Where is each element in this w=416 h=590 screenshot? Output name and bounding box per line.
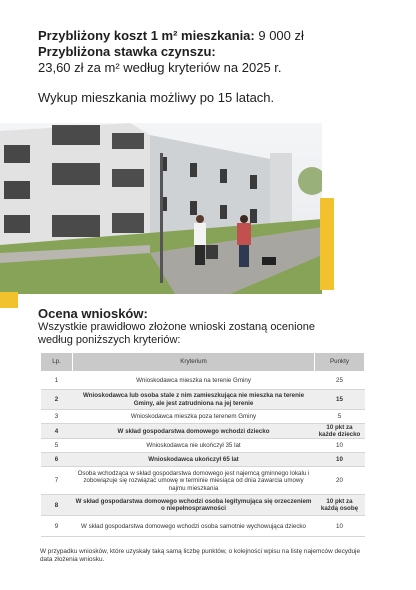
cell-lp: 3 [41, 410, 73, 424]
cell-lp: 7 [41, 467, 73, 495]
cell-criterion: Wnioskodawca mieszka na terenie Gminy [73, 372, 315, 390]
rent-label: Przybliżona stawka czynszu: [38, 44, 216, 59]
table-row [41, 372, 365, 390]
cell-points: 10 [315, 516, 365, 537]
section-title: Ocena wniosków: [38, 306, 148, 321]
cost-info [38, 28, 398, 106]
section-desc-1: Wszystkie prawidłowo złożone wnioski zostaną ocenione [38, 321, 315, 333]
evaluation-section [38, 306, 388, 347]
cost-value: 9 000 zł [258, 28, 304, 43]
cell-points: 20 [315, 467, 365, 495]
buyout-note: Wykup mieszkania możliwy po 15 latach. [38, 90, 275, 105]
cost-line [38, 28, 398, 44]
cell-points: 10 [315, 439, 365, 453]
rent-value: 23,60 zł za m² według kryteriów na 2025 r. [38, 60, 282, 75]
header-points: Punkty [315, 353, 365, 372]
cost-label: Przybliżony koszt 1 m² mieszkania: [38, 28, 255, 43]
building-photo [0, 123, 322, 294]
table-row [41, 390, 365, 410]
section-desc-2: według poniższych kryteriów: [38, 334, 181, 346]
header-lp: Lp. [41, 353, 73, 372]
cell-lp: 9 [41, 516, 73, 537]
header-criterion: Kryterium [73, 353, 315, 372]
cell-criterion: W skład gospodarstwa domowego wchodzi osoba legitymująca się orzeczeniem o niepełnosprawności [73, 495, 315, 516]
cell-lp: 2 [41, 390, 73, 410]
cell-points: 25 [315, 372, 365, 390]
accent-square [0, 292, 18, 308]
cell-lp: 6 [41, 453, 73, 467]
cell-points: 10 pkt za każdą osobę [315, 495, 365, 516]
cell-points: 15 [315, 390, 365, 410]
cell-points: 10 [315, 453, 365, 467]
cell-lp: 1 [41, 372, 73, 390]
table-row [41, 516, 365, 537]
cell-criterion: Wnioskodawca ukończył 65 lat [73, 453, 315, 467]
building-illustration [0, 123, 322, 294]
footnote: W przypadku wniosków, które uzyskały taką samą liczbę punktów, o kolejności wpisu na listę najemców decyduje data złożenia wniosku. [40, 548, 361, 563]
criteria-table [40, 352, 365, 537]
cell-criterion: W skład gospodarstwa domowego wchodzi osoba samotnie wychowująca dziecko [73, 516, 315, 537]
table-row [41, 453, 365, 467]
table-row [41, 424, 365, 439]
table-row [41, 439, 365, 453]
cell-criterion: Wnioskodawca lub osoba stale z nim zamieszkująca nie mieszka na terenie Gminy, ale jest zatrudniona na jej terenie [73, 390, 315, 410]
table-row [41, 467, 365, 495]
cell-criterion: Wnioskodawca nie ukończył 35 lat [73, 439, 315, 453]
cell-points: 5 [315, 410, 365, 424]
cell-criterion: W skład gospodarstwa domowego wchodzi dziecko [73, 424, 315, 439]
cell-criterion: Osoba wchodząca w skład gospodarstwa domowego jest najemcą gminnego lokalu i zobowiązuje się rozwiązać umowę w terminie miesiąca od dnia zawarcia umowy najmu mieszkania [73, 467, 315, 495]
table-row [41, 495, 365, 516]
cell-points: 10 pkt za każde dziecko [315, 424, 365, 439]
cell-lp: 8 [41, 495, 73, 516]
table-row [41, 410, 365, 424]
accent-bar [320, 198, 334, 290]
cell-lp: 4 [41, 424, 73, 439]
cell-criterion: Wnioskodawca mieszka poza terenem Gminy [73, 410, 315, 424]
cell-lp: 5 [41, 439, 73, 453]
